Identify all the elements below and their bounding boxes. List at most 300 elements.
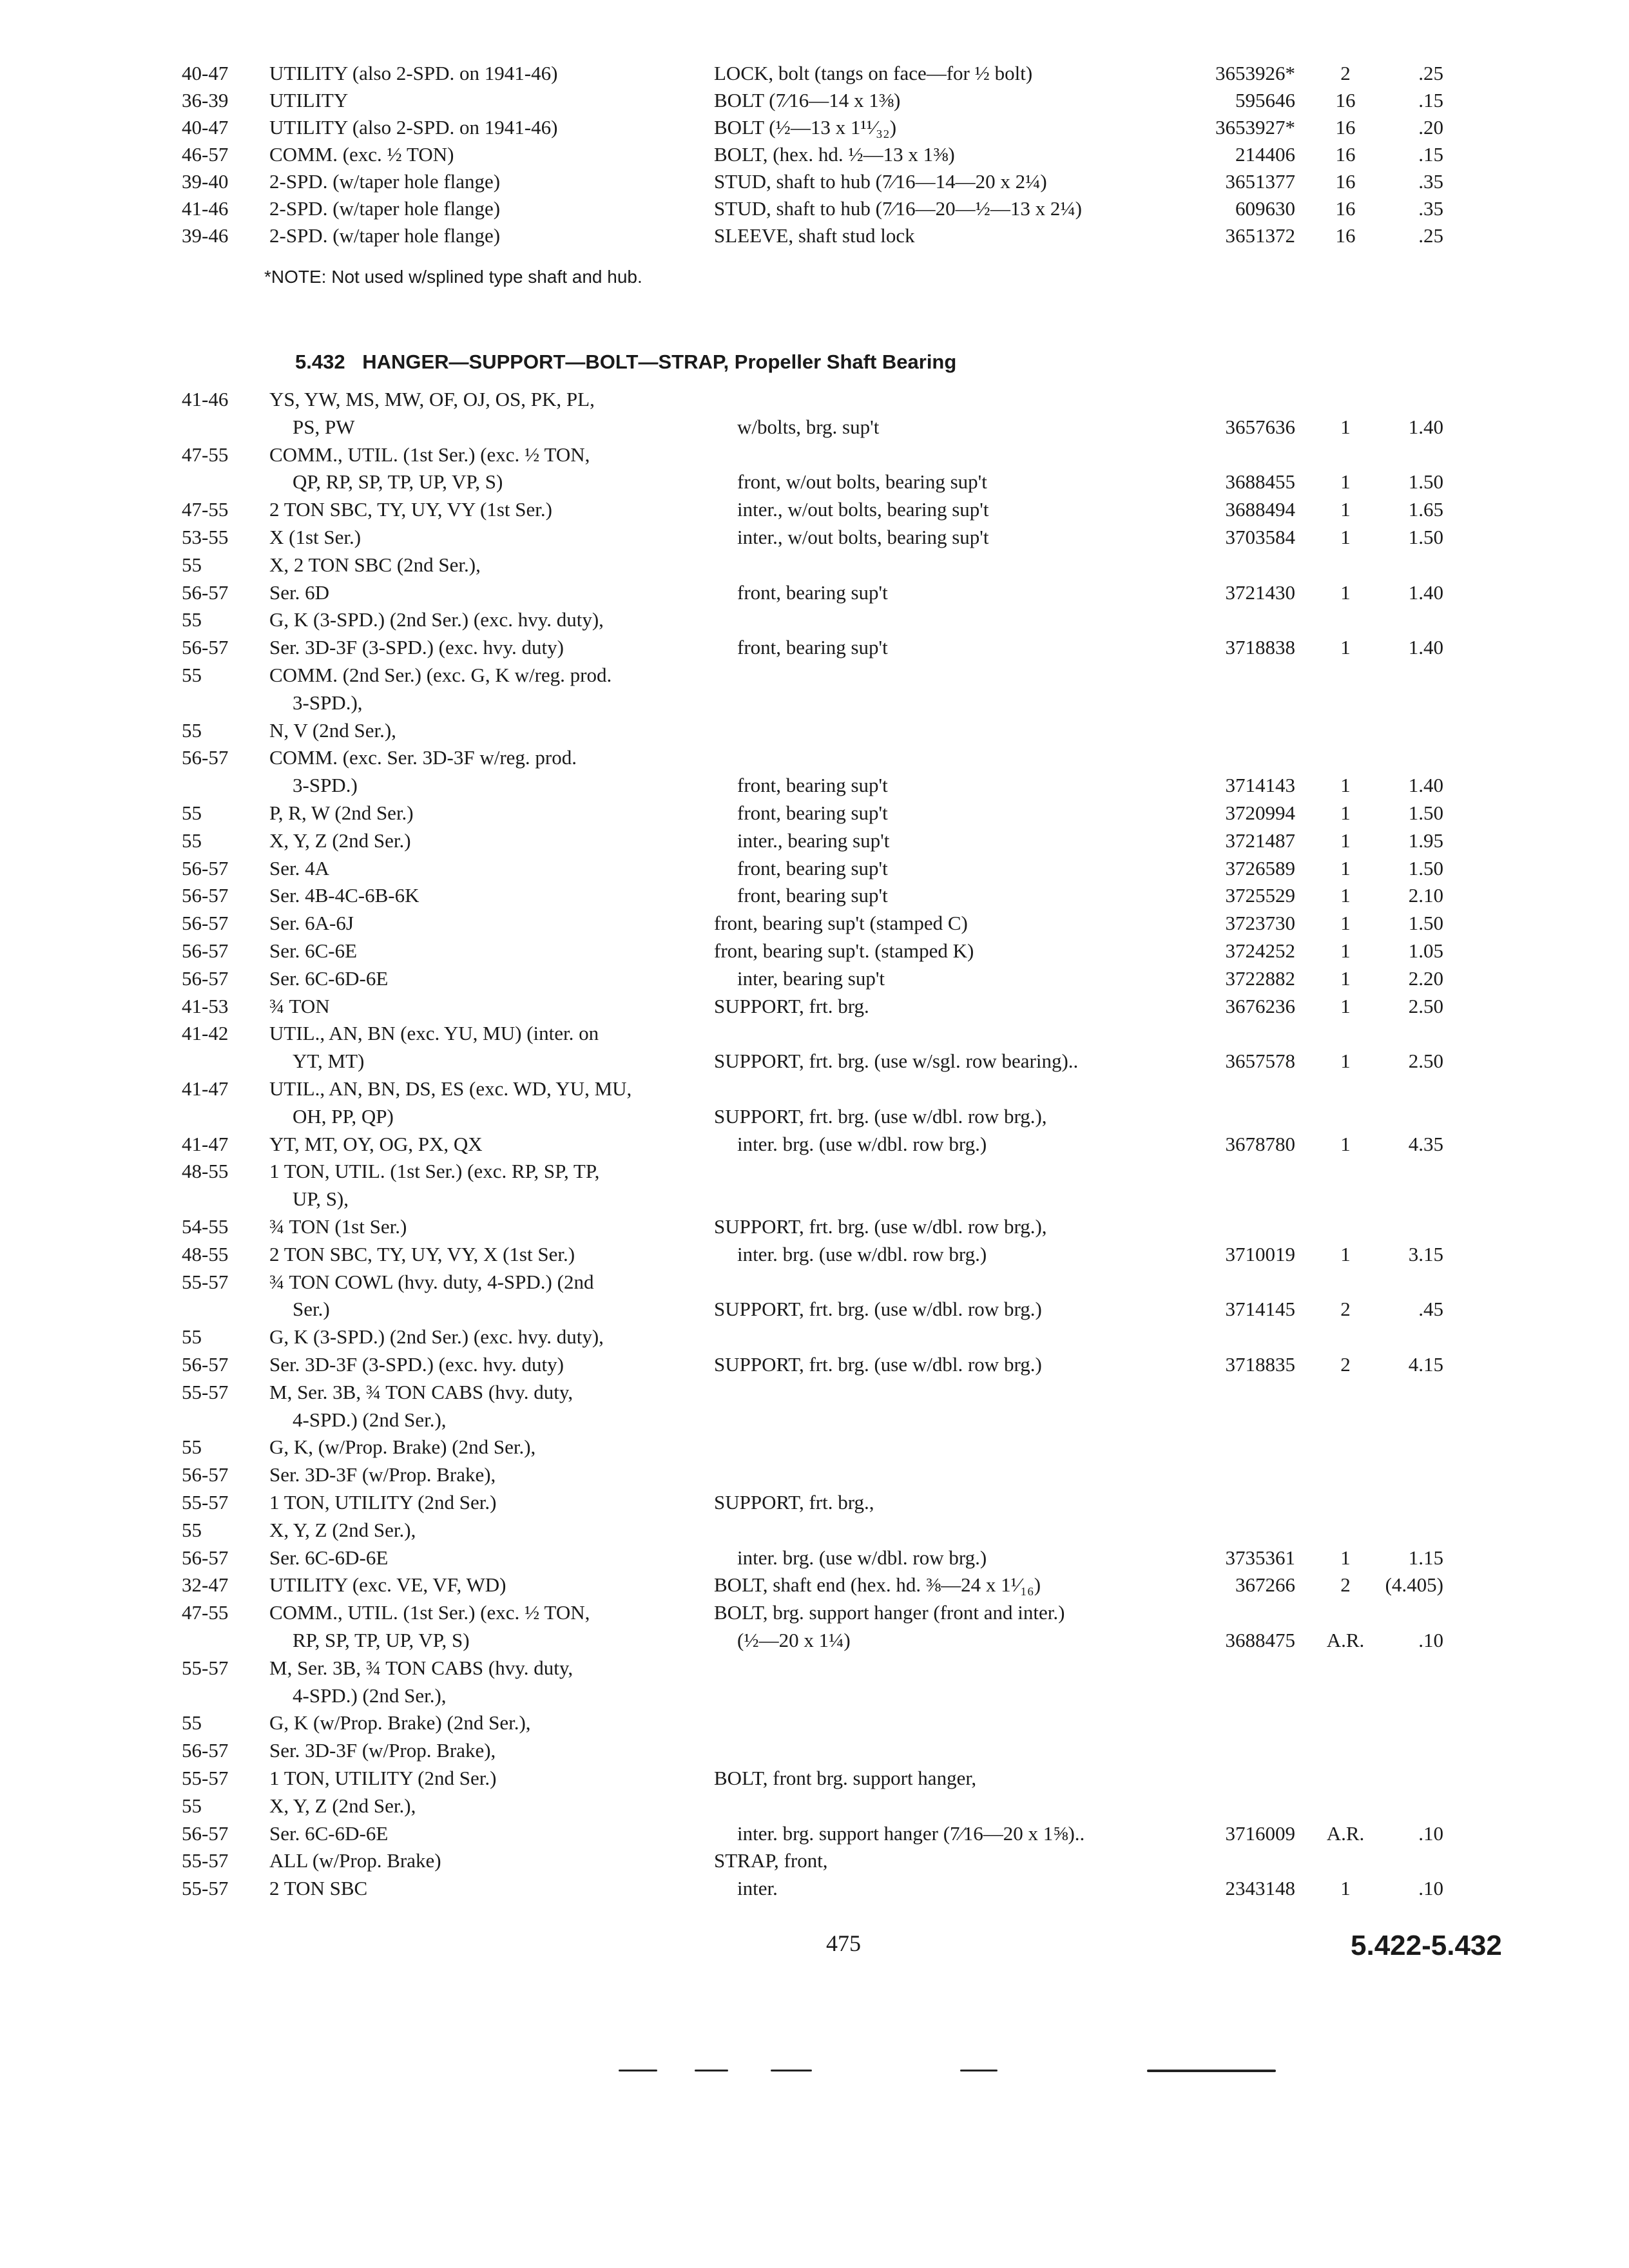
quantity-cell: 1	[1340, 498, 1351, 521]
application-cell: Ser. 6C-6D-6E	[269, 966, 389, 990]
table-row	[0, 1323, 1629, 1351]
year-cell: 55	[182, 664, 202, 686]
scan-mark	[619, 2070, 657, 2071]
year-cell: 55	[182, 829, 202, 852]
year-cell: 48-55	[182, 1160, 229, 1183]
quantity-cell: 1	[1340, 774, 1351, 797]
year-cell: 48-55	[182, 1242, 229, 1265]
part-number-cell: 3703584	[1225, 526, 1295, 548]
year-cell: 36-39	[182, 89, 229, 111]
part-number-cell: 367266	[1235, 1573, 1295, 1597]
part-number-cell: 3714143	[1225, 774, 1295, 797]
year-cell: 40-47	[182, 116, 229, 139]
application-cell: M, Ser. 3B, ¾ TON CABS (hvy. duty,	[269, 1380, 574, 1403]
application-cell: Ser. 3D-3F (3-SPD.) (exc. hvy. duty)	[269, 636, 564, 659]
application-cell: ¾ TON	[269, 994, 330, 1017]
table-row	[0, 1709, 1629, 1737]
application-cell: 2-SPD. (w/taper hole flange)	[269, 197, 501, 220]
part-number-cell: 3723730	[1225, 912, 1295, 935]
price-cell: 1.50	[1408, 470, 1443, 494]
application-cell: 2 TON SBC, TY, UY, VY, X (1st Ser.)	[269, 1242, 575, 1265]
description-cell: inter. brg. (use w/dbl. row brg.)	[737, 1242, 987, 1265]
year-cell: 55	[182, 608, 202, 631]
table-row	[0, 1102, 1629, 1131]
year-cell: 41-42	[182, 1022, 229, 1045]
application-cell: UTILITY (exc. VE, VF, WD)	[269, 1573, 506, 1597]
price-cell: .45	[1418, 1298, 1443, 1321]
application-cell: COMM. (exc. Ser. 3D-3F w/reg. prod.	[269, 746, 577, 769]
application-cell: P, R, W (2nd Ser.)	[269, 802, 414, 824]
quantity-cell: 1	[1340, 939, 1351, 962]
application-cell: Ser. 6D	[269, 581, 329, 604]
application-cell: COMM., UTIL. (1st Ser.) (exc. ½ TON,	[269, 1601, 590, 1624]
year-cell: 56-57	[182, 912, 229, 935]
table-row	[0, 113, 1629, 142]
description-cell: front, bearing sup't	[737, 774, 888, 797]
price-cell: .10	[1418, 1821, 1443, 1845]
year-cell: 54-55	[182, 1215, 229, 1238]
description-cell: STUD, shaft to hub (7⁄16—20—½—13 x 2¼)	[714, 197, 1082, 220]
application-cell: 4-SPD.) (2nd Ser.),	[293, 1408, 447, 1431]
table-row	[0, 1599, 1629, 1627]
year-cell: 55-57	[182, 1849, 229, 1872]
quantity-cell: 2	[1340, 1573, 1351, 1597]
description-cell: front, bearing sup't	[737, 884, 888, 907]
table-row	[0, 1130, 1629, 1158]
price-cell: 1.50	[1408, 802, 1443, 824]
table-row	[0, 744, 1629, 772]
quantity-cell: 2	[1340, 1298, 1351, 1321]
part-number-cell: 3653927*	[1215, 116, 1295, 139]
application-cell: X (1st Ser.)	[269, 526, 361, 548]
price-cell: 4.35	[1408, 1132, 1443, 1155]
table-row	[0, 1516, 1629, 1544]
application-cell: Ser. 6C-6D-6E	[269, 1546, 389, 1569]
year-cell: 55-57	[182, 1380, 229, 1403]
price-cell: 1.65	[1408, 498, 1443, 521]
application-cell: UP, S),	[293, 1187, 349, 1211]
table-row	[0, 854, 1629, 883]
section-subtitle: Propeller Shaft Bearing	[734, 351, 957, 373]
application-cell: 1 TON, UTIL. (1st Ser.) (exc. RP, SP, TP,	[269, 1160, 600, 1183]
description-cell: SUPPORT, frt. brg. (use w/dbl. row brg.)	[714, 1298, 1042, 1321]
description-cell: front, bearing sup't. (stamped K)	[714, 939, 974, 962]
quantity-cell: 1	[1340, 856, 1351, 879]
application-cell: COMM. (exc. ½ TON)	[269, 143, 454, 166]
description-cell: SUPPORT, frt. brg. (use w/sgl. row bearing)..	[714, 1050, 1079, 1073]
part-number-cell: 3716009	[1225, 1821, 1295, 1845]
page-number: 475	[826, 1930, 861, 1956]
application-cell: 3-SPD.)	[293, 774, 358, 797]
year-cell: 40-47	[182, 62, 229, 84]
year-cell: 53-55	[182, 526, 229, 548]
year-cell: 56-57	[182, 746, 229, 769]
application-cell: ALL (w/Prop. Brake)	[269, 1849, 441, 1872]
table-row	[0, 1433, 1629, 1461]
price-cell: 1.40	[1408, 415, 1443, 438]
table-row	[0, 523, 1629, 552]
description-cell: STUD, shaft to hub (7⁄16—14—20 x 2¼)	[714, 170, 1047, 193]
application-cell: Ser. 4B-4C-6B-6K	[269, 884, 419, 907]
part-number-cell: 3720994	[1225, 802, 1295, 824]
description-cell: BOLT (½—13 x 1¹¹⁄₃₂)	[714, 116, 897, 139]
part-number-cell: 3718835	[1225, 1353, 1295, 1376]
table-row	[0, 1047, 1629, 1075]
description-cell: SUPPORT, frt. brg. (use w/dbl. row brg.),	[714, 1104, 1047, 1128]
table-row	[0, 413, 1629, 441]
part-number-cell: 3721430	[1225, 581, 1295, 604]
application-cell: UTIL., AN, BN, DS, ES (exc. WD, YU, MU,	[269, 1077, 632, 1100]
part-number-cell: 3718838	[1225, 636, 1295, 659]
part-number-cell: 3726589	[1225, 856, 1295, 879]
table-row	[0, 441, 1629, 469]
description-cell: SUPPORT, frt. brg.,	[714, 1491, 874, 1514]
year-cell: 56-57	[182, 1546, 229, 1569]
quantity-cell: 1	[1340, 1132, 1351, 1155]
table-row	[0, 1792, 1629, 1820]
price-cell: .15	[1418, 143, 1443, 166]
price-cell: .35	[1418, 197, 1443, 220]
year-cell: 55	[182, 1518, 202, 1541]
year-cell: 55	[182, 1436, 202, 1459]
scan-mark	[695, 2070, 728, 2071]
price-cell: 3.15	[1408, 1242, 1443, 1265]
section-range: 5.422-5.432	[1351, 1930, 1502, 1961]
year-cell: 56-57	[182, 856, 229, 879]
description-cell: LOCK, bolt (tangs on face—for ½ bolt)	[714, 62, 1033, 84]
application-cell: UTILITY (also 2-SPD. on 1941-46)	[269, 62, 558, 84]
table-row	[0, 1461, 1629, 1489]
description-cell: BOLT, shaft end (hex. hd. ⅜—24 x 1¹⁄₁₆)	[714, 1573, 1041, 1597]
quantity-cell: 1	[1340, 1877, 1351, 1900]
price-cell: 1.40	[1408, 636, 1443, 659]
price-cell: 2.50	[1408, 1050, 1443, 1073]
quantity-cell: 2	[1340, 1353, 1351, 1376]
year-cell: 55-57	[182, 1491, 229, 1514]
table-row	[0, 1268, 1629, 1296]
price-cell: 1.15	[1408, 1546, 1443, 1569]
application-cell: 1 TON, UTILITY (2nd Ser.)	[269, 1767, 497, 1789]
description-cell: front, bearing sup't	[737, 802, 888, 824]
application-cell: 1 TON, UTILITY (2nd Ser.)	[269, 1491, 497, 1514]
table-row	[0, 1874, 1629, 1903]
table-row	[0, 1406, 1629, 1434]
year-cell: 39-46	[182, 224, 229, 247]
quantity-cell: 1	[1340, 415, 1351, 438]
year-cell: 56-57	[182, 581, 229, 604]
year-cell: 41-47	[182, 1077, 229, 1100]
table-row	[0, 222, 1629, 250]
table-row	[0, 168, 1629, 196]
description-cell: inter., w/out bolts, bearing sup't	[737, 498, 989, 521]
table-row	[0, 1488, 1629, 1517]
application-cell: 2 TON SBC	[269, 1877, 368, 1900]
application-cell: Ser. 4A	[269, 856, 329, 879]
quantity-cell: 1	[1340, 912, 1351, 935]
description-cell: inter. brg. (use w/dbl. row brg.)	[737, 1546, 987, 1569]
part-number-cell: 609630	[1235, 197, 1295, 220]
application-cell: M, Ser. 3B, ¾ TON CABS (hvy. duty,	[269, 1656, 574, 1679]
scan-mark	[1147, 2070, 1276, 2072]
application-cell: ¾ TON COWL (hvy. duty, 4-SPD.) (2nd	[269, 1270, 594, 1293]
quantity-cell: 1	[1340, 829, 1351, 852]
table-row	[0, 606, 1629, 634]
table-row	[0, 909, 1629, 937]
part-number-cell: 3653926*	[1215, 62, 1295, 84]
description-cell: inter. brg. (use w/dbl. row brg.)	[737, 1132, 987, 1155]
part-number-cell: 3724252	[1225, 939, 1295, 962]
year-cell: 55	[182, 553, 202, 576]
part-number-cell: 3657578	[1225, 1050, 1295, 1073]
year-cell: 32-47	[182, 1573, 229, 1597]
quantity-cell: 1	[1340, 526, 1351, 548]
quantity-cell: 1	[1340, 802, 1351, 824]
price-cell: .25	[1418, 62, 1443, 84]
description-cell: front, bearing sup't	[737, 856, 888, 879]
part-number-cell: 3710019	[1225, 1242, 1295, 1265]
table-row	[0, 1571, 1629, 1599]
part-number-cell: 3657636	[1225, 415, 1295, 438]
year-cell: 47-55	[182, 443, 229, 466]
application-cell: G, K, (w/Prop. Brake) (2nd Ser.),	[269, 1436, 536, 1459]
table-row	[0, 1350, 1629, 1379]
year-cell: 41-46	[182, 388, 229, 410]
quantity-cell: 16	[1335, 224, 1356, 247]
year-cell: 39-40	[182, 170, 229, 193]
table-row	[0, 1019, 1629, 1048]
description-cell: inter., bearing sup't	[737, 829, 890, 852]
description-cell: STRAP, front,	[714, 1849, 828, 1872]
table-row	[0, 799, 1629, 827]
year-cell: 55	[182, 802, 202, 824]
table-row	[0, 1682, 1629, 1710]
part-number-cell: 3651372	[1225, 224, 1295, 247]
year-cell: 55	[182, 1325, 202, 1349]
table-row	[0, 385, 1629, 414]
application-cell: Ser. 3D-3F (w/Prop. Brake),	[269, 1463, 496, 1486]
year-cell: 56-57	[182, 939, 229, 962]
table-row	[0, 1764, 1629, 1792]
year-cell: 56-57	[182, 636, 229, 659]
table-row	[0, 1654, 1629, 1682]
quantity-cell: 2	[1340, 62, 1351, 84]
section-title: HANGER—SUPPORT—BOLT—STRAP,	[362, 351, 729, 373]
year-cell: 56-57	[182, 966, 229, 990]
application-cell: UTIL., AN, BN (exc. YU, MU) (inter. on	[269, 1022, 599, 1045]
price-cell: .20	[1418, 116, 1443, 139]
price-cell: 1.50	[1408, 912, 1443, 935]
quantity-cell: 1	[1340, 470, 1351, 494]
table-row	[0, 1544, 1629, 1572]
part-number-cell: 3721487	[1225, 829, 1295, 852]
table-row	[0, 827, 1629, 855]
table-row	[0, 771, 1629, 800]
year-cell: 55	[182, 1794, 202, 1817]
quantity-cell: 1	[1340, 994, 1351, 1017]
application-cell: X, Y, Z (2nd Ser.),	[269, 1794, 416, 1817]
year-cell: 55-57	[182, 1767, 229, 1789]
year-cell: 41-53	[182, 994, 229, 1017]
quantity-cell: 16	[1335, 197, 1356, 220]
description-cell: front, bearing sup't	[737, 636, 888, 659]
part-number-cell: 3678780	[1225, 1132, 1295, 1155]
quantity-cell: 1	[1340, 1242, 1351, 1265]
application-cell: Ser. 6C-6D-6E	[269, 1821, 389, 1845]
table-row	[0, 468, 1629, 496]
price-cell: 1.05	[1408, 939, 1443, 962]
quantity-cell: 1	[1340, 581, 1351, 604]
year-cell: 56-57	[182, 884, 229, 907]
table-row	[0, 195, 1629, 223]
description-cell: w/bolts, brg. sup't	[737, 415, 880, 438]
table-row	[0, 86, 1629, 115]
footnote: *NOTE: Not used w/splined type shaft and hub.	[264, 267, 642, 287]
description-cell: front, bearing sup't (stamped C)	[714, 912, 968, 935]
application-cell: G, K (3-SPD.) (2nd Ser.) (exc. hvy. duty),	[269, 1325, 604, 1349]
year-cell: 47-55	[182, 498, 229, 521]
year-cell: 55-57	[182, 1877, 229, 1900]
table-row	[0, 689, 1629, 717]
price-cell: 4.15	[1408, 1353, 1443, 1376]
table-row	[0, 1075, 1629, 1103]
table-row	[0, 965, 1629, 993]
quantity-cell: 1	[1340, 1546, 1351, 1569]
year-cell: 56-57	[182, 1821, 229, 1845]
table-row	[0, 495, 1629, 524]
table-row	[0, 1736, 1629, 1765]
table-row	[0, 661, 1629, 689]
application-cell: G, K (w/Prop. Brake) (2nd Ser.),	[269, 1711, 531, 1735]
year-cell: 46-57	[182, 143, 229, 166]
application-cell: 3-SPD.),	[293, 691, 363, 714]
price-cell: .15	[1418, 89, 1443, 111]
application-cell: 2 TON SBC, TY, UY, VY (1st Ser.)	[269, 498, 552, 521]
quantity-cell: 1	[1340, 636, 1351, 659]
table-row	[0, 992, 1629, 1021]
price-cell: 2.50	[1408, 994, 1443, 1017]
section-number: 5.432	[295, 351, 345, 373]
description-cell: SUPPORT, frt. brg. (use w/dbl. row brg.),	[714, 1215, 1047, 1238]
application-cell: PS, PW	[293, 415, 355, 438]
year-cell: 56-57	[182, 1739, 229, 1762]
year-cell: 55-57	[182, 1656, 229, 1679]
price-cell: 2.10	[1408, 884, 1443, 907]
table-row	[0, 633, 1629, 662]
description-cell: BOLT, (hex. hd. ½—13 x 1⅜)	[714, 143, 955, 166]
price-cell: 1.40	[1408, 581, 1443, 604]
table-row	[0, 1213, 1629, 1241]
part-number-cell: 3688455	[1225, 470, 1295, 494]
price-cell: 1.40	[1408, 774, 1443, 797]
description-cell: front, bearing sup't	[737, 581, 888, 604]
table-row	[0, 881, 1629, 910]
table-row	[0, 1626, 1629, 1655]
quantity-cell: A.R.	[1326, 1629, 1365, 1651]
price-cell: 1.95	[1408, 829, 1443, 852]
table-row	[0, 59, 1629, 88]
part-number-cell: 3688475	[1225, 1629, 1295, 1651]
section-heading	[295, 348, 956, 376]
part-number-cell: 3722882	[1225, 966, 1295, 990]
scan-mark	[960, 2070, 998, 2071]
price-cell: 2.20	[1408, 966, 1443, 990]
year-cell: 55	[182, 718, 202, 742]
description-cell: inter., w/out bolts, bearing sup't	[737, 526, 989, 548]
quantity-cell: 16	[1335, 116, 1356, 139]
part-number-cell: 3725529	[1225, 884, 1295, 907]
table-row	[0, 551, 1629, 579]
description-cell: BOLT, brg. support hanger (front and inter.)	[714, 1601, 1065, 1624]
table-row	[0, 937, 1629, 965]
description-cell: SLEEVE, shaft stud lock	[714, 224, 915, 247]
application-cell: 4-SPD.) (2nd Ser.),	[293, 1684, 447, 1707]
table-row	[0, 1378, 1629, 1407]
description-cell: BOLT (7⁄16—14 x 1⅜)	[714, 89, 901, 111]
description-cell: front, w/out bolts, bearing sup't	[737, 470, 987, 494]
application-cell: COMM., UTIL. (1st Ser.) (exc. ½ TON,	[269, 443, 590, 466]
price-cell: .10	[1418, 1877, 1443, 1900]
table-row	[0, 1295, 1629, 1323]
year-cell: 56-57	[182, 1353, 229, 1376]
quantity-cell: 1	[1340, 884, 1351, 907]
part-number-cell: 214406	[1235, 143, 1295, 166]
application-cell: Ser. 6C-6E	[269, 939, 358, 962]
price-cell: 1.50	[1408, 856, 1443, 879]
year-cell: 55	[182, 1711, 202, 1735]
application-cell: 2-SPD. (w/taper hole flange)	[269, 224, 501, 247]
table-row	[0, 1847, 1629, 1875]
application-cell: OH, PP, QP)	[293, 1104, 394, 1128]
table-row	[0, 579, 1629, 607]
application-cell: UTILITY	[269, 89, 349, 111]
application-cell: Ser. 6A-6J	[269, 912, 354, 935]
application-cell: YS, YW, MS, MW, OF, OJ, OS, PK, PL,	[269, 388, 595, 410]
scan-mark	[771, 2070, 812, 2071]
part-number-cell: 3651377	[1225, 170, 1295, 193]
quantity-cell: 16	[1335, 170, 1356, 193]
price-cell: .10	[1418, 1629, 1443, 1651]
table-row	[0, 140, 1629, 169]
quantity-cell: 1	[1340, 1050, 1351, 1073]
table-row	[0, 1157, 1629, 1186]
part-number-cell: 3688494	[1225, 498, 1295, 521]
part-number-cell: 3735361	[1225, 1546, 1295, 1569]
year-cell: 41-47	[182, 1132, 229, 1155]
application-cell: YT, MT, OY, OG, PX, QX	[269, 1132, 483, 1155]
year-cell: 41-46	[182, 197, 229, 220]
application-cell: COMM. (2nd Ser.) (exc. G, K w/reg. prod.	[269, 664, 612, 686]
application-cell: X, Y, Z (2nd Ser.)	[269, 829, 411, 852]
application-cell: RP, SP, TP, UP, VP, S)	[293, 1629, 470, 1651]
table-row	[0, 1185, 1629, 1213]
table-row	[0, 1820, 1629, 1848]
description-cell: (½—20 x 1¼)	[737, 1629, 851, 1651]
part-number-cell: 595646	[1235, 89, 1295, 111]
table-row	[0, 716, 1629, 745]
description-cell: SUPPORT, frt. brg.	[714, 994, 869, 1017]
application-cell: Ser. 3D-3F (3-SPD.) (exc. hvy. duty)	[269, 1353, 564, 1376]
year-cell: 56-57	[182, 1463, 229, 1486]
application-cell: N, V (2nd Ser.),	[269, 718, 396, 742]
description-cell: inter.	[737, 1877, 778, 1900]
part-number-cell: 3714145	[1225, 1298, 1295, 1321]
price-cell: .25	[1418, 224, 1443, 247]
application-cell: UTILITY (also 2-SPD. on 1941-46)	[269, 116, 558, 139]
application-cell: Ser.)	[293, 1298, 330, 1321]
price-cell: 1.50	[1408, 526, 1443, 548]
year-cell: 55-57	[182, 1270, 229, 1293]
description-cell: BOLT, front brg. support hanger,	[714, 1767, 977, 1789]
